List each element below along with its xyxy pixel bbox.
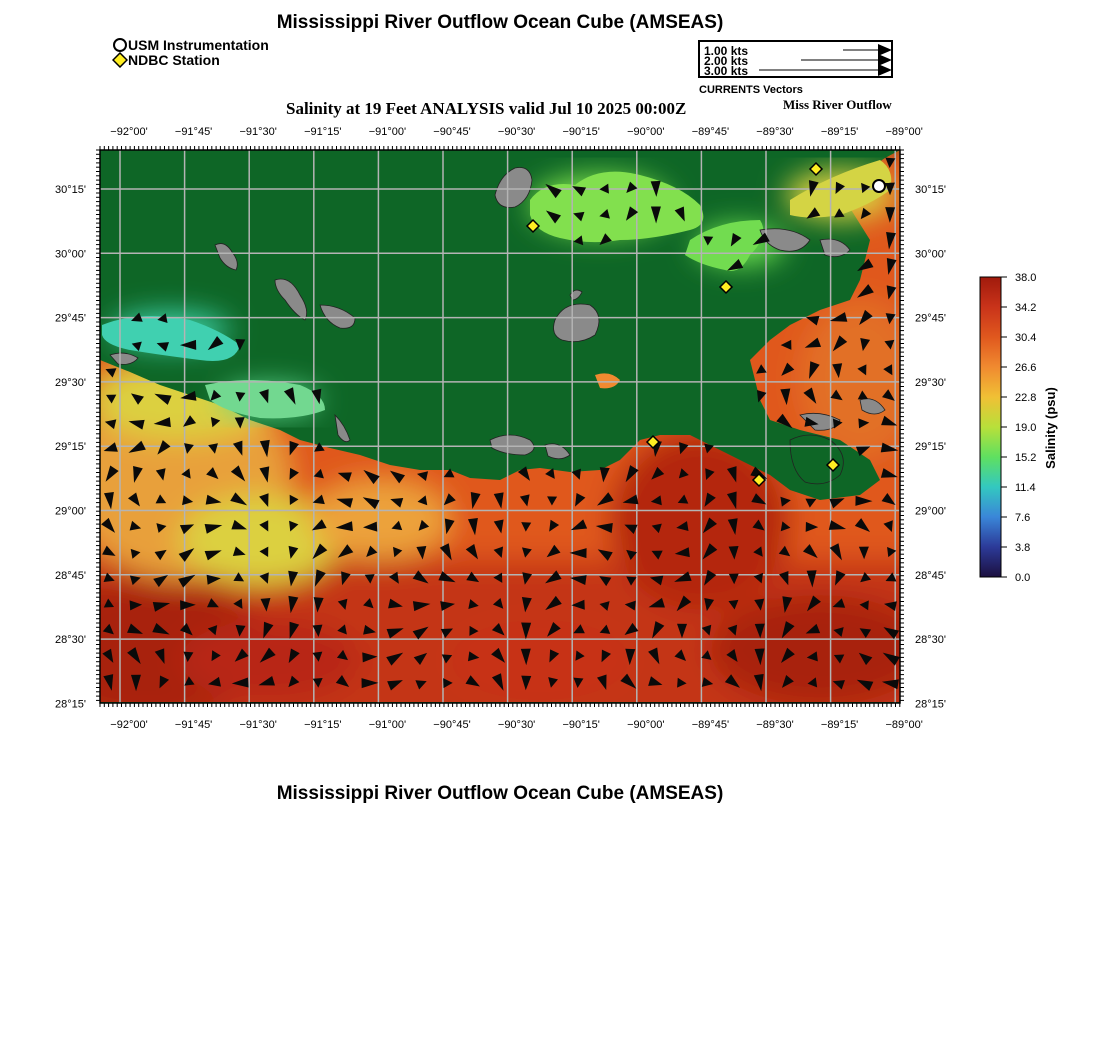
colorbar-tick-label: 11.4: [1015, 482, 1036, 494]
lat-tick-label-right: 28°45': [915, 569, 946, 582]
lon-tick-label-top: −91°00': [368, 126, 407, 138]
page-title: Mississippi River Outflow Ocean Cube (AMSEAS): [276, 12, 724, 33]
lon-tick-label-top: −91°30': [239, 126, 277, 138]
lat-tick-label-right: 30°15': [915, 184, 946, 196]
vector-legend-label-3: 3.00 kts: [704, 64, 749, 78]
colorbar-tick-label: 19.0: [1015, 422, 1037, 434]
lat-tick-label-left: 29°15': [55, 441, 86, 454]
lon-labels-bottom: [110, 719, 923, 731]
lat-tick-label-left: 29°45': [55, 312, 86, 325]
lon-labels-top: [110, 126, 923, 138]
page-title-repeat: Mississippi River Outflow Ocean Cube (AMSEAS): [276, 783, 724, 804]
lat-tick-label-left: 30°00': [55, 248, 86, 261]
lon-tick-label-top: −89°00': [885, 126, 923, 138]
lon-tick-label-bottom: −90°30': [497, 719, 536, 731]
lat-tick-label-right: 30°00': [915, 248, 946, 261]
lon-tick-label-top: −89°45': [691, 126, 730, 138]
lon-tick-label-bottom: −89°00': [885, 719, 923, 731]
lat-tick-label-left: 28°30': [55, 634, 86, 647]
lat-tick-label-right: 29°15': [915, 441, 946, 454]
lon-tick-label-top: −90°15': [562, 126, 600, 138]
lon-tick-label-top: −90°30': [497, 126, 536, 138]
colorbar-tick-label: 38.0: [1015, 272, 1037, 284]
lat-tick-label-right: 29°45': [915, 312, 946, 325]
colorbar-tick-label: 3.8: [1015, 542, 1031, 554]
colorbar-label: Salinity (psu): [1043, 387, 1058, 469]
lon-tick-label-top: −91°15': [304, 126, 342, 138]
colorbar-tick-label: 26.6: [1015, 362, 1037, 374]
colorbar-ramp: [980, 277, 1001, 577]
lon-tick-label-bottom: −89°45': [691, 719, 730, 731]
legend-usm-label: USM Instrumentation: [128, 37, 269, 53]
lat-labels-left: [55, 184, 86, 710]
lat-tick-label-left: 29°00': [55, 505, 86, 518]
lat-tick-label-left: 29°30': [55, 376, 86, 389]
lon-tick-label-top: −90°00': [627, 126, 665, 138]
lon-tick-label-bottom: −90°45': [433, 719, 471, 731]
lon-tick-label-bottom: −91°15': [304, 719, 342, 731]
lat-tick-label-left: 28°15': [55, 698, 86, 711]
lon-tick-label-bottom: −91°00': [368, 719, 407, 731]
lon-tick-label-top: −90°45': [433, 126, 471, 138]
legend-ndbc-label: NDBC Station: [128, 52, 220, 68]
colorbar-ticks: [1001, 272, 1036, 584]
usm-instrument-marker[interactable]: [873, 180, 885, 192]
lat-tick-label-right: 29°30': [915, 376, 946, 389]
lon-tick-label-top: −89°15': [820, 126, 859, 138]
colorbar-tick-label: 15.2: [1015, 452, 1037, 464]
lat-tick-label-right: 28°30': [915, 634, 946, 647]
lat-tick-label-right: 29°00': [915, 505, 946, 518]
lat-tick-label-right: 28°15': [915, 698, 946, 711]
colorbar-tick-label: 7.6: [1015, 512, 1031, 524]
vector-legend-label-2: 2.00 kts: [704, 54, 749, 68]
lat-tick-label-left: 30°15': [55, 184, 86, 196]
lon-tick-label-bottom: −91°30': [239, 719, 277, 731]
lon-tick-label-bottom: −89°15': [820, 719, 859, 731]
lon-tick-label-bottom: −92°00': [110, 719, 148, 731]
vector-legend-label-1: 1.00 kts: [704, 44, 749, 58]
salinity-colorbar: [970, 268, 1080, 588]
lon-tick-label-top: −92°00': [110, 126, 148, 138]
colorbar-tick-label: 0.0: [1015, 572, 1031, 584]
lat-tick-label-left: 28°45': [55, 569, 86, 582]
map-layers: [30, 140, 940, 740]
colorbar-tick-label: 22.8: [1015, 392, 1037, 404]
lon-tick-label-top: −91°45': [174, 126, 213, 138]
lon-tick-label-bottom: −90°15': [562, 719, 600, 731]
lon-tick-label-bottom: −91°45': [174, 719, 213, 731]
lon-tick-label-bottom: −90°00': [627, 719, 665, 731]
lon-tick-label-top: −89°30': [756, 126, 794, 138]
colorbar-tick-label: 30.4: [1015, 332, 1037, 344]
lon-tick-label-bottom: −89°30': [756, 719, 794, 731]
region-label: Miss River Outflow: [783, 97, 892, 112]
map-title: Salinity at 19 Feet ANALYSIS valid Jul 10 2025 00:00Z: [286, 99, 687, 118]
colorbar-tick-label: 34.2: [1015, 302, 1037, 314]
vector-legend-caption: CURRENTS Vectors: [699, 84, 803, 96]
lat-labels-right: [915, 184, 946, 710]
